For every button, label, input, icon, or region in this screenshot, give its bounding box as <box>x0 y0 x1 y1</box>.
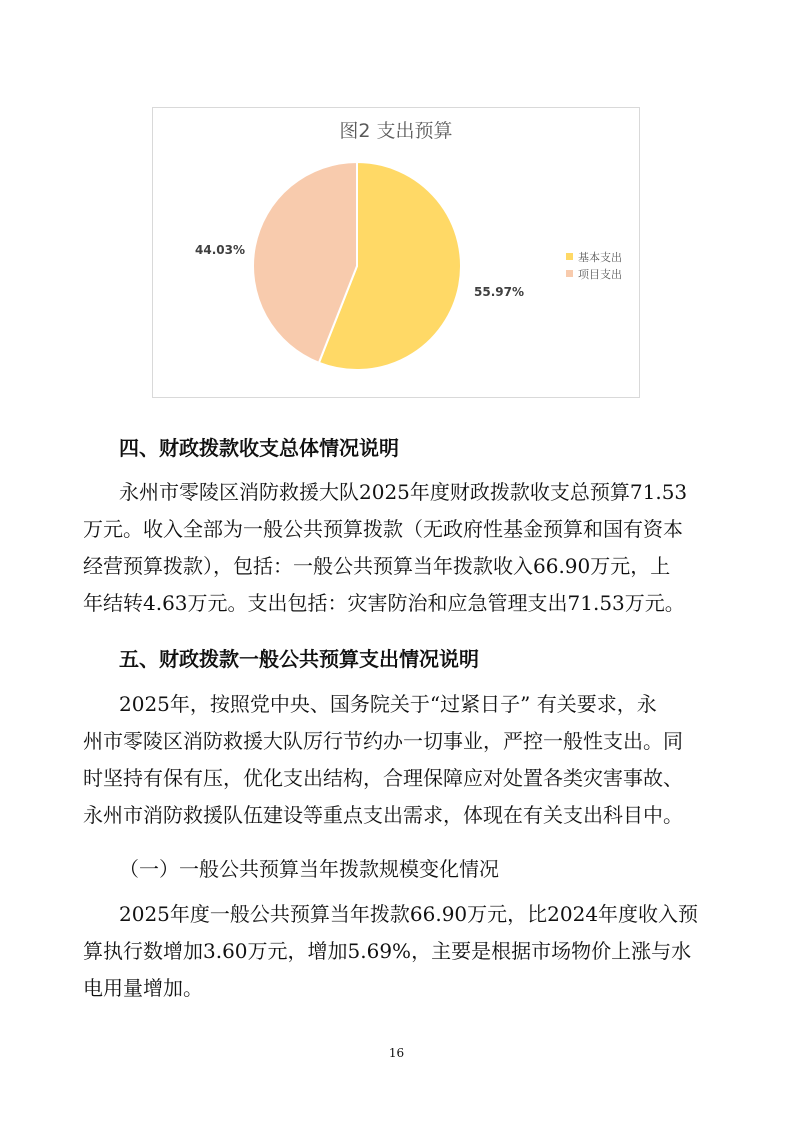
section5-heading: 五、财政拨款一般公共预算支出情况说明 <box>119 647 479 671</box>
page-number: 16 <box>388 1046 405 1060</box>
section4-line: 万元。收入全部为一般公共预算拨款（无政府性基金预算和国有资本 <box>83 517 683 541</box>
legend-item-project <box>566 265 622 282</box>
data-label-basic: 55.97% <box>474 285 524 299</box>
section5-line: 时坚持有保有压，优化支出结构，合理保障应对处置各类灾害事故、 <box>83 766 683 790</box>
pie-chart-frame <box>152 107 640 398</box>
section4-heading: 四、财政拨款收支总体情况说明 <box>119 436 399 460</box>
chart-title: 图2 支出预算 <box>339 120 453 142</box>
legend-label-project: 项目支出 <box>578 267 622 281</box>
section5-line: 永州市消防救援队伍建设等重点支出需求，体现在有关支出科目中。 <box>83 803 683 827</box>
legend-swatch-project <box>566 270 573 277</box>
legend-item-basic <box>566 248 622 265</box>
data-label-project: 44.03% <box>195 243 245 257</box>
section5-sub-line: 电用量增加。 <box>83 976 203 1000</box>
section4-line: 经营预算拨款），包括：一般公共预算当年拨款收入66.90万元，上 <box>83 554 671 578</box>
section5-sub-line: 2025年度一般公共预算当年拨款66.90万元，比2024年度收入预 <box>119 902 699 926</box>
section4-line: 永州市零陵区消防救援大队2025年度财政拨款收支总预算71.53 <box>119 480 688 504</box>
chart-legend <box>566 248 622 282</box>
section5-line: 2025年，按照党中央、国务院关于“过紧日子” 有关要求，永 <box>119 692 657 716</box>
legend-label-basic: 基本支出 <box>578 250 622 264</box>
section5-line: 州市零陵区消防救援大队厉行节约办一切事业，严控一般性支出。同 <box>83 729 683 753</box>
section5-sub-line: 算执行数增加3.60万元，增加5.69%，主要是根据市场物价上涨与水 <box>83 939 692 963</box>
legend-swatch-basic <box>566 253 573 260</box>
section4-line: 年结转4.63万元。支出包括：灾害防治和应急管理支出71.53万元。 <box>83 591 685 615</box>
section5-sub-heading: （一）一般公共预算当年拨款规模变化情况 <box>119 857 499 881</box>
